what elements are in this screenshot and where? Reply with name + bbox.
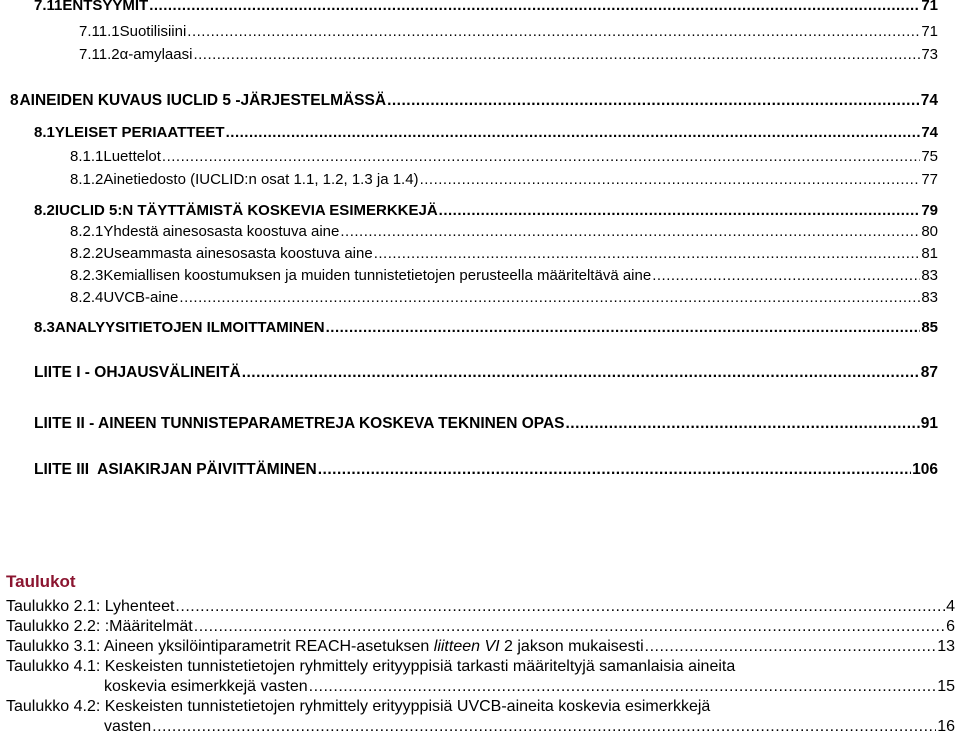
toc-title: Useammasta ainesosasta koostuva aine xyxy=(103,245,373,262)
toc-title: Kemiallisen koostumuksen ja muiden tunnistetietojen perusteella määriteltävä aine xyxy=(103,267,652,284)
toc-number: 8.2.2 xyxy=(70,245,104,262)
toc-title: AINEIDEN KUVAUS IUCLID 5 -JÄRJESTELMÄSSÄ xyxy=(19,92,387,109)
tables-list xyxy=(6,597,955,737)
toc-number: 8.1.2 xyxy=(70,171,104,188)
toc-entry-8-1[interactable] xyxy=(34,123,938,143)
table-entry-page: 13 xyxy=(937,638,955,655)
table-entry-title: Taulukko 2.2: :Määritelmät xyxy=(6,618,193,635)
toc-title: ANALYYSITIETOJEN ILMOITTAMINEN xyxy=(54,319,325,336)
toc-number: 8.2 xyxy=(34,202,55,219)
toc-leader xyxy=(194,617,945,637)
toc-page: 74 xyxy=(920,92,938,109)
toc-leader xyxy=(420,170,921,190)
table-entry-2-2[interactable] xyxy=(6,617,955,637)
toc-page: 79 xyxy=(921,202,938,219)
toc-title: Ainetiedosto (IUCLID:n osat 1.1, 1.2, 1.3 ja 1.4) xyxy=(103,171,419,188)
toc-leader xyxy=(226,123,921,143)
toc-entry-8-1-1[interactable] xyxy=(34,147,938,167)
table-entry-title-cont: koskevia esimerkkejä vasten xyxy=(104,678,308,695)
toc-title: IUCLID 5:N TÄYTTÄMISTÄ KOSKEVIA ESIMERKKEJÄ xyxy=(54,202,438,219)
toc-page: 74 xyxy=(921,124,938,141)
table-entry-title-start: Taulukko 3.1: Aineen yksilöintiparametrit REACH-asetuksen xyxy=(6,638,434,655)
toc-entry-liite-1[interactable] xyxy=(34,363,938,383)
toc-leader xyxy=(242,363,920,383)
toc-leader xyxy=(374,244,921,264)
toc-number: 7.11.1 xyxy=(79,23,120,40)
toc-entry-7-11-2[interactable] xyxy=(79,45,938,65)
toc-title: ENTSYYMIT xyxy=(62,0,149,14)
table-entry-title: Taulukko 4.1: Keskeisten tunnistetietojen ryhmittely erityyppisiä tarkasti määriteltyjä samanlaisia aineita xyxy=(6,658,736,675)
toc-entry-8-2-2[interactable] xyxy=(34,244,938,264)
toc-entry-liite-3[interactable] xyxy=(34,460,938,480)
toc-leader xyxy=(652,266,920,286)
toc-leader xyxy=(162,147,920,167)
toc-leader xyxy=(152,717,936,737)
toc-leader xyxy=(175,597,945,617)
toc-entry-8-2[interactable] xyxy=(34,201,938,221)
toc-number: 7.11.2 xyxy=(79,46,120,63)
toc-page: 75 xyxy=(921,148,938,165)
toc-leader xyxy=(179,288,920,308)
toc-page: 91 xyxy=(920,415,938,432)
toc-title: YLEISET PERIAATTEET xyxy=(54,124,225,141)
table-entry-3-1[interactable] xyxy=(6,637,955,657)
toc-title: LIITE II - AINEEN TUNNISTEPARAMETREJA KOSKEVA TEKNINEN OPAS xyxy=(34,415,565,432)
toc-leader xyxy=(318,460,911,480)
toc-number: 8.2.3 xyxy=(70,267,104,284)
toc-title: Yhdestä ainesosasta koostuva aine xyxy=(103,223,340,240)
toc-page: 83 xyxy=(921,289,938,306)
toc-leader xyxy=(326,318,921,338)
toc-entry-8-2-3[interactable] xyxy=(34,266,938,286)
toc-entry-8-3[interactable] xyxy=(34,318,938,338)
toc-entry-liite-2[interactable] xyxy=(34,414,938,434)
toc-page: 80 xyxy=(921,223,938,240)
table-entry-title xyxy=(6,637,644,657)
toc-leader xyxy=(309,677,937,697)
toc-page: 83 xyxy=(921,267,938,284)
toc-entry-8-2-4[interactable] xyxy=(34,288,938,308)
toc-page: 85 xyxy=(921,319,938,336)
tables-heading: Taulukot xyxy=(6,572,76,591)
toc-leader xyxy=(565,414,919,434)
toc-number: 7.11 xyxy=(34,0,63,14)
toc-entry-7-11-1[interactable] xyxy=(79,22,938,42)
toc-page: 81 xyxy=(921,245,938,262)
table-entry-page: 6 xyxy=(946,618,955,635)
toc-entry-7-11[interactable] xyxy=(34,0,938,16)
toc-title: α-amylaasi xyxy=(119,46,193,63)
toc-page: 106 xyxy=(912,461,938,478)
toc-entry-8[interactable] xyxy=(10,91,938,111)
toc-leader xyxy=(149,0,920,16)
toc-title: Luettelot xyxy=(103,148,161,165)
toc-leader xyxy=(439,201,921,221)
table-entry-page: 16 xyxy=(937,718,955,735)
table-entry-title: Taulukko 4.2: Keskeisten tunnistetietojen ryhmittely erityyppisiä UVCB-aineita koskevia esimerkkejä xyxy=(6,698,711,715)
table-entry-line xyxy=(6,657,955,677)
toc-title: UVCB-aine xyxy=(103,289,179,306)
toc-leader xyxy=(193,45,920,65)
table-entry-line xyxy=(6,697,955,717)
toc-leader xyxy=(645,637,937,657)
toc-number: 8.3 xyxy=(34,319,55,336)
table-entry-title-italic: liitteen VI xyxy=(433,638,500,655)
toc-page: 73 xyxy=(921,46,938,63)
table-entry-line xyxy=(6,717,955,737)
toc-page: 87 xyxy=(920,364,938,381)
table-entry-2-1[interactable] xyxy=(6,597,955,617)
toc-page: 71 xyxy=(921,23,938,40)
toc-number: 8.1.1 xyxy=(70,148,104,165)
table-entry-title-end: 2 jakson mukaisesti xyxy=(499,638,644,655)
toc-entry-8-2-1[interactable] xyxy=(34,222,938,242)
toc-number: 8 xyxy=(10,92,19,109)
table-entry-page: 15 xyxy=(937,678,955,695)
toc-number: 8.2.1 xyxy=(70,223,104,240)
toc-entry-8-1-2[interactable] xyxy=(34,170,938,190)
toc-page: 77 xyxy=(921,171,938,188)
toc-number: 8.1 xyxy=(34,124,55,141)
toc-leader xyxy=(187,22,920,42)
toc-title: Suotilisiini xyxy=(119,23,187,40)
toc-title: LIITE I - OHJAUSVÄLINEITÄ xyxy=(34,364,241,381)
toc-leader xyxy=(340,222,920,242)
toc-leader xyxy=(387,91,920,111)
toc-page: 71 xyxy=(921,0,938,14)
toc-number: 8.2.4 xyxy=(70,289,104,306)
table-entry-4-1[interactable] xyxy=(6,657,955,697)
table-entry-page: 4 xyxy=(946,598,955,615)
table-entry-line xyxy=(6,677,955,697)
toc-title: LIITE III ASIAKIRJAN PÄIVITTÄMINEN xyxy=(34,461,317,478)
table-entry-title-cont: vasten xyxy=(104,718,152,735)
table-entry-4-2[interactable] xyxy=(6,697,955,737)
table-entry-title: Taulukko 2.1: Lyhenteet xyxy=(6,598,175,615)
